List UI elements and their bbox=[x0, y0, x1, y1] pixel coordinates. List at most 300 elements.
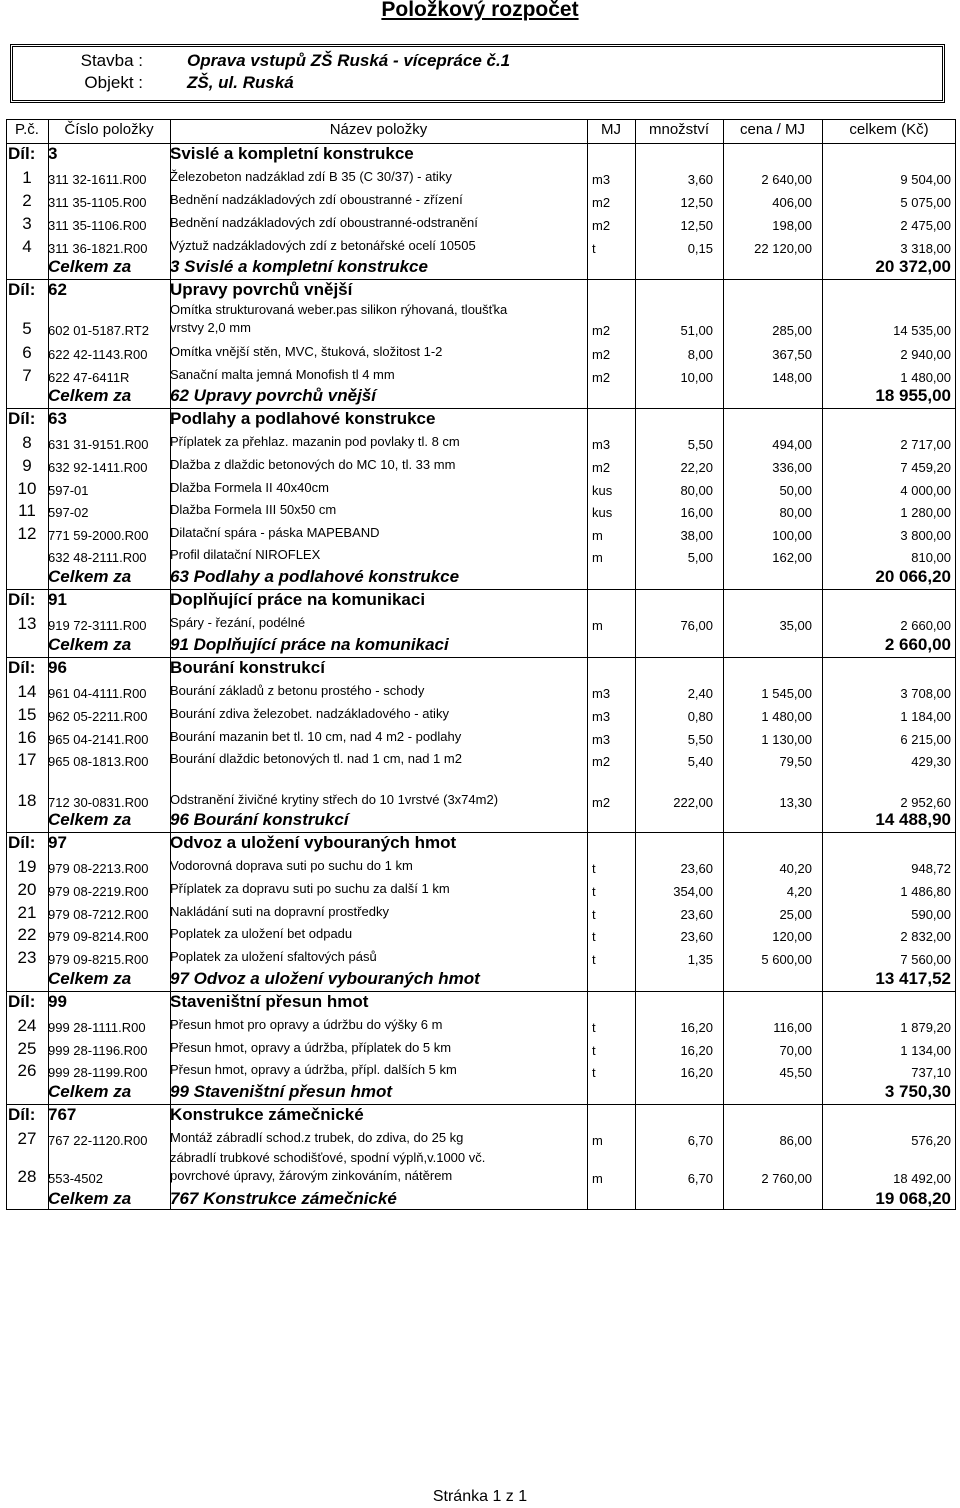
section-header-row bbox=[6, 280, 956, 302]
item-number: 15 bbox=[17, 705, 37, 724]
item-unit-price: 494,00 bbox=[772, 437, 812, 452]
item-unit-price: 70,00 bbox=[779, 1043, 812, 1058]
section-total-value: 20 372,00 bbox=[875, 257, 951, 276]
item-total: 3 708,00 bbox=[900, 686, 951, 701]
table-row bbox=[6, 523, 956, 545]
item-number: 9 bbox=[22, 456, 32, 475]
section-total-value: 18 955,00 bbox=[875, 386, 951, 405]
item-code: 632 92-1411.R00 bbox=[48, 460, 148, 475]
table-row bbox=[6, 302, 956, 338]
item-unit-price: 148,00 bbox=[772, 370, 812, 385]
item-name: Dilatační spára - páska MAPEBAND bbox=[170, 525, 380, 540]
section-total-name: 96 Bourání konstrukcí bbox=[170, 810, 349, 829]
item-quantity: 1,35 bbox=[687, 952, 713, 967]
item-quantity: 10,00 bbox=[680, 370, 713, 385]
item-unit-price: 406,00 bbox=[772, 195, 812, 210]
table-row bbox=[6, 790, 956, 812]
item-number: 10 bbox=[17, 479, 37, 498]
item-unit-price: 2 640,00 bbox=[761, 172, 812, 187]
item-quantity: 38,00 bbox=[680, 528, 713, 543]
item-unit-price: 4,20 bbox=[786, 884, 812, 899]
section-number: 767 bbox=[48, 1105, 77, 1124]
section-total-row bbox=[6, 1189, 956, 1211]
item-quantity: 23,60 bbox=[680, 861, 713, 876]
section-total-row bbox=[6, 257, 956, 279]
section-number: 62 bbox=[48, 280, 67, 299]
item-name: Příplatek za přehlaz. mazanin pod povlaky tl. 8 cm bbox=[170, 434, 460, 449]
item-unit-price: 116,00 bbox=[773, 1020, 812, 1035]
item-total: 18 492,00 bbox=[893, 1171, 951, 1186]
item-number: 14 bbox=[17, 682, 37, 701]
item-total: 2 660,00 bbox=[900, 618, 951, 633]
item-unit-price: 79,50 bbox=[779, 754, 812, 769]
item-unit-price: 198,00 bbox=[772, 218, 812, 233]
table-header-row bbox=[6, 121, 956, 143]
item-unit: t bbox=[592, 884, 596, 899]
section-total-label: Celkem za bbox=[48, 386, 132, 405]
item-code: 553-4502 bbox=[48, 1171, 103, 1186]
item-code: 979 08-7212.R00 bbox=[48, 907, 149, 922]
section-total-name: 3 Svislé a kompletní konstrukce bbox=[170, 257, 428, 276]
section-label: Díl: bbox=[8, 280, 36, 299]
item-quantity: 51,00 bbox=[680, 323, 713, 338]
item-unit-price: 80,00 bbox=[779, 505, 812, 520]
item-number: 28 bbox=[17, 1167, 37, 1186]
objekt-value: ZŠ, ul. Ruská bbox=[187, 73, 294, 92]
item-number: 19 bbox=[17, 857, 37, 876]
objekt-label: Objekt : bbox=[84, 73, 143, 92]
item-quantity: 76,00 bbox=[680, 618, 713, 633]
item-total: 1 134,00 bbox=[900, 1043, 951, 1058]
item-unit-price: 45,50 bbox=[779, 1065, 812, 1080]
item-quantity: 5,50 bbox=[687, 732, 713, 747]
item-quantity: 354,00 bbox=[673, 884, 713, 899]
section-name: Upravy povrchů vnější bbox=[170, 280, 353, 299]
item-number: 8 bbox=[22, 433, 32, 452]
item-name: Poplatek za uložení bet odpadu bbox=[170, 926, 353, 941]
section-name: Konstrukce zámečnické bbox=[170, 1105, 364, 1124]
section-label: Díl: bbox=[8, 992, 36, 1011]
item-total: 2 952,60 bbox=[900, 795, 951, 810]
item-name: Bourání mazanin bet tl. 10 cm, nad 4 m2 - podlahy bbox=[170, 729, 462, 744]
item-unit: m bbox=[592, 528, 603, 543]
item-total: 7 560,00 bbox=[900, 952, 951, 967]
item-number: 17 bbox=[17, 750, 37, 769]
item-code: 979 08-2219.R00 bbox=[48, 884, 149, 899]
item-code: 962 05-2211.R00 bbox=[48, 709, 148, 724]
item-name: Železobeton nadzáklad zdí B 35 (C 30/37) - atiky bbox=[170, 169, 452, 184]
stavba-value: Oprava vstupů ZŠ Ruská - vícepráce č.1 bbox=[187, 51, 511, 70]
item-code: 979 09-8214.R00 bbox=[48, 929, 149, 944]
item-name: Montáž zábradlí schod.z trubek, do zdiva, do 25 kg bbox=[170, 1130, 464, 1145]
section-total-label: Celkem za bbox=[48, 567, 132, 586]
item-unit-price: 40,20 bbox=[779, 861, 812, 876]
table-row bbox=[6, 902, 956, 924]
section-total-name: 99 Staveništní přesun hmot bbox=[170, 1082, 392, 1101]
item-number: 16 bbox=[17, 728, 37, 747]
item-total: 9 504,00 bbox=[900, 172, 951, 187]
item-total: 14 535,00 bbox=[893, 323, 951, 338]
item-unit-price: 1 480,00 bbox=[761, 709, 812, 724]
table-row bbox=[6, 1150, 956, 1186]
item-number: 25 bbox=[17, 1039, 37, 1058]
section-total-label: Celkem za bbox=[48, 1189, 132, 1208]
item-number: 20 bbox=[17, 880, 37, 899]
section-label: Díl: bbox=[8, 1105, 36, 1124]
item-name: Bourání dlaždic betonových tl. nad 1 cm, nad 1 m2 bbox=[170, 751, 462, 766]
table-row bbox=[6, 856, 956, 878]
item-total: 3 318,00 bbox=[900, 241, 951, 256]
item-code: 602 01-5187.RT2 bbox=[48, 323, 149, 338]
item-number: 24 bbox=[17, 1016, 37, 1035]
item-name: Nakládání suti na dopravní prostředky bbox=[170, 904, 389, 919]
section-total-name: 62 Upravy povrchů vnější bbox=[170, 386, 376, 405]
col-total: celkem (Kč) bbox=[849, 121, 929, 138]
item-code: 965 04-2141.R00 bbox=[48, 732, 149, 747]
item-total: 3 800,00 bbox=[900, 528, 951, 543]
item-name: Poplatek za uložení sfaltových pásů bbox=[170, 949, 377, 964]
item-number: 27 bbox=[17, 1129, 37, 1148]
item-name: Dlažba Formela II 40x40cm bbox=[170, 480, 329, 495]
section-label: Díl: bbox=[8, 409, 36, 428]
item-unit-price: 86,00 bbox=[779, 1133, 812, 1148]
section-number: 91 bbox=[48, 590, 67, 609]
item-unit: m3 bbox=[592, 437, 611, 452]
item-quantity: 16,20 bbox=[680, 1043, 713, 1058]
table-row bbox=[6, 613, 956, 635]
item-code: 311 35-1105.R00 bbox=[48, 195, 147, 210]
col-name: Název položky bbox=[329, 121, 428, 138]
col-qty: množství bbox=[648, 121, 709, 138]
item-name: Přesun hmot, opravy a údržba, přípl. dalších 5 km bbox=[170, 1062, 457, 1077]
col-price: cena / MJ bbox=[739, 121, 806, 138]
item-number: 23 bbox=[17, 948, 37, 967]
item-total: 1 480,00 bbox=[900, 370, 951, 385]
section-label: Díl: bbox=[8, 590, 36, 609]
item-unit-price: 285,00 bbox=[772, 323, 812, 338]
section-number: 99 bbox=[48, 992, 67, 1011]
section-header-row bbox=[6, 833, 956, 855]
item-unit-price: 25,00 bbox=[779, 907, 812, 922]
item-code: 919 72-3111.R00 bbox=[48, 618, 147, 633]
col-code: Číslo položky bbox=[64, 121, 154, 138]
item-quantity: 0,15 bbox=[687, 241, 713, 256]
item-unit: t bbox=[592, 952, 596, 967]
item-code: 979 09-8215.R00 bbox=[48, 952, 149, 967]
item-unit: m3 bbox=[592, 732, 611, 747]
section-name: Bourání konstrukcí bbox=[170, 658, 325, 677]
item-total: 948,72 bbox=[911, 861, 951, 876]
table-row bbox=[6, 478, 956, 500]
section-total-row bbox=[6, 1082, 956, 1104]
table-row bbox=[6, 879, 956, 901]
item-unit-price: 367,50 bbox=[772, 347, 812, 362]
item-code: 965 08-1813.R00 bbox=[48, 754, 149, 769]
section-label: Díl: bbox=[8, 658, 36, 677]
item-code: 999 28-1196.R00 bbox=[48, 1043, 148, 1058]
item-name: Příplatek za dopravu suti po suchu za další 1 km bbox=[170, 881, 450, 896]
item-unit: t bbox=[592, 861, 596, 876]
item-total: 5 075,00 bbox=[900, 195, 951, 210]
item-total: 2 475,00 bbox=[900, 218, 951, 233]
item-name: Vodorovná doprava suti po suchu do 1 km bbox=[170, 858, 413, 873]
item-unit-price: 1 130,00 bbox=[761, 732, 812, 747]
item-quantity: 12,50 bbox=[680, 218, 713, 233]
item-unit: m2 bbox=[592, 218, 611, 233]
section-header-row bbox=[6, 658, 956, 680]
item-number: 12 bbox=[17, 524, 37, 543]
item-quantity: 5,00 bbox=[687, 550, 713, 565]
item-number: 4 bbox=[22, 237, 32, 256]
table-row bbox=[6, 1038, 956, 1060]
item-total: 810,00 bbox=[911, 550, 951, 565]
section-total-value: 19 068,20 bbox=[875, 1189, 951, 1208]
table-row bbox=[6, 190, 956, 212]
item-unit: m3 bbox=[592, 686, 611, 701]
item-name: Odstranění živičné krytiny střech do 10 1vrstvé (3x74m2) bbox=[170, 792, 499, 807]
item-unit-price: 22 120,00 bbox=[754, 241, 812, 256]
item-name: Bourání zdiva železobet. nadzákladového - atiky bbox=[170, 706, 449, 721]
item-number: 26 bbox=[17, 1061, 37, 1080]
item-quantity: 5,50 bbox=[687, 437, 713, 452]
item-number: 7 bbox=[22, 366, 32, 385]
item-code: 311 36-1821.R00 bbox=[48, 241, 148, 256]
item-unit: t bbox=[592, 1043, 596, 1058]
item-number: 13 bbox=[17, 614, 37, 633]
item-unit: m2 bbox=[592, 323, 611, 338]
item-total: 576,20 bbox=[911, 1133, 951, 1148]
item-unit-price: 2 760,00 bbox=[761, 1171, 812, 1186]
item-quantity: 16,20 bbox=[680, 1065, 713, 1080]
item-name: Dlažba z dlaždic betonových do MC 10, tl. 33 mm bbox=[170, 457, 456, 472]
item-quantity: 6,70 bbox=[687, 1171, 713, 1186]
item-unit: m bbox=[592, 1133, 603, 1148]
item-unit: m2 bbox=[592, 795, 611, 810]
item-unit-price: 1 545,00 bbox=[761, 686, 812, 701]
item-code: 999 28-1111.R00 bbox=[48, 1020, 146, 1035]
item-name: Sanační malta jemná Monofish tl 4 mm bbox=[170, 367, 395, 382]
item-quantity: 23,60 bbox=[680, 929, 713, 944]
section-header-row bbox=[6, 590, 956, 612]
section-name: Doplňující práce na komunikaci bbox=[170, 590, 426, 609]
item-number: 1 bbox=[22, 168, 32, 187]
item-number: 18 bbox=[17, 791, 37, 810]
item-total: 1 486,80 bbox=[900, 884, 951, 899]
item-name: Omítka strukturovaná weber.pas silikon rýhovaná, tloušťka bbox=[170, 302, 508, 317]
section-header-row bbox=[6, 144, 956, 166]
item-name: Dlažba Formela III 50x50 cm bbox=[170, 502, 337, 517]
page-title bbox=[0, 0, 960, 22]
page-footer: Stránka 1 z 1 bbox=[432, 1488, 528, 1505]
item-total: 429,30 bbox=[911, 754, 951, 769]
item-unit-price: 100,00 bbox=[772, 528, 812, 543]
item-code: 597-01 bbox=[48, 483, 89, 498]
item-name: Bednění nadzákladových zdí oboustranné-odstranění bbox=[170, 215, 478, 230]
item-number: 22 bbox=[17, 925, 37, 944]
item-code: 622 42-1143.R00 bbox=[48, 347, 148, 362]
item-code: 979 08-2213.R00 bbox=[48, 861, 149, 876]
table-row bbox=[6, 727, 956, 749]
table-row bbox=[6, 749, 956, 771]
table-row bbox=[6, 1128, 956, 1150]
item-quantity: 12,50 bbox=[680, 195, 713, 210]
item-unit-price: 336,00 bbox=[772, 460, 812, 475]
section-total-name: 91 Doplňující práce na komunikaci bbox=[170, 635, 449, 654]
item-name: zábradlí trubkové schodišťové, spodní výplň,v.1000 vč. bbox=[170, 1150, 486, 1165]
item-unit: m bbox=[592, 1171, 603, 1186]
item-name-line2: vrstvy 2,0 mm bbox=[170, 320, 251, 335]
table-row bbox=[6, 500, 956, 522]
item-quantity: 8,00 bbox=[687, 347, 713, 362]
section-number: 63 bbox=[48, 409, 67, 428]
item-quantity: 2,40 bbox=[687, 686, 713, 701]
item-unit: m2 bbox=[592, 347, 611, 362]
item-unit: t bbox=[592, 929, 596, 944]
table-row bbox=[6, 1015, 956, 1037]
section-total-row bbox=[6, 810, 956, 832]
table-row bbox=[6, 924, 956, 946]
item-code: 311 35-1106.R00 bbox=[48, 218, 147, 233]
item-code: 767 22-1120.R00 bbox=[48, 1133, 148, 1148]
item-total: 1 280,00 bbox=[900, 505, 951, 520]
stavba-label: Stavba : bbox=[80, 51, 143, 70]
section-total-label: Celkem za bbox=[48, 810, 132, 829]
section-header-row bbox=[6, 992, 956, 1014]
section-total-name: 63 Podlahy a podlahové konstrukce bbox=[170, 567, 460, 586]
item-name: Výztuž nadzákladových zdí z betonářské ocelí 10505 bbox=[170, 238, 476, 253]
item-quantity: 16,20 bbox=[680, 1020, 713, 1035]
item-total: 2 832,00 bbox=[900, 929, 951, 944]
item-unit: t bbox=[592, 241, 596, 256]
section-total-label: Celkem za bbox=[48, 257, 132, 276]
item-name: Bourání základů z betonu prostého - schody bbox=[170, 683, 425, 698]
section-header-row bbox=[6, 1105, 956, 1127]
item-unit: m3 bbox=[592, 709, 611, 724]
item-quantity: 3,60 bbox=[687, 172, 713, 187]
section-number: 3 bbox=[48, 144, 58, 163]
item-unit: m2 bbox=[592, 370, 611, 385]
item-unit-price: 13,30 bbox=[779, 795, 812, 810]
item-quantity: 16,00 bbox=[680, 505, 713, 520]
section-total-name: 767 Konstrukce zámečnické bbox=[170, 1189, 397, 1208]
table-row bbox=[6, 236, 956, 258]
table-row bbox=[6, 545, 956, 567]
item-quantity: 22,20 bbox=[680, 460, 713, 475]
item-unit-price: 162,00 bbox=[772, 550, 812, 565]
item-name: Přesun hmot pro opravy a údržbu do výšky 6 m bbox=[170, 1017, 443, 1032]
item-name: Omítka vnější stěn, MVC, štuková, složitost 1-2 bbox=[170, 344, 443, 359]
item-quantity: 80,00 bbox=[680, 483, 713, 498]
item-unit: kus bbox=[592, 505, 613, 520]
section-total-row bbox=[6, 635, 956, 657]
item-unit: m bbox=[592, 618, 603, 633]
table-row bbox=[6, 213, 956, 235]
item-quantity: 5,40 bbox=[687, 754, 713, 769]
item-code: 622 47-6411R bbox=[48, 370, 130, 385]
item-code: 771 59-2000.R00 bbox=[48, 528, 149, 543]
item-unit-price: 120,00 bbox=[772, 929, 812, 944]
section-total-label: Celkem za bbox=[48, 969, 132, 988]
section-total-value: 13 417,52 bbox=[875, 969, 951, 988]
item-number: 21 bbox=[17, 903, 37, 922]
item-name: Spáry - řezání, podélné bbox=[170, 615, 306, 630]
section-total-label: Celkem za bbox=[48, 635, 132, 654]
item-unit-price: 50,00 bbox=[779, 483, 812, 498]
col-mj: MJ bbox=[601, 121, 621, 138]
item-code: 631 31-9151.R00 bbox=[48, 437, 149, 452]
table-row bbox=[6, 947, 956, 969]
table-row bbox=[6, 704, 956, 726]
item-total: 4 000,00 bbox=[900, 483, 951, 498]
item-code: 311 32-1611.R00 bbox=[48, 172, 147, 187]
table-row bbox=[6, 681, 956, 703]
section-total-row bbox=[6, 386, 956, 408]
item-unit: m bbox=[592, 550, 603, 565]
item-unit-price: 35,00 bbox=[779, 618, 812, 633]
item-unit: m2 bbox=[592, 460, 611, 475]
item-total: 1 879,20 bbox=[900, 1020, 951, 1035]
section-number: 97 bbox=[48, 833, 67, 852]
item-unit-price: 5 600,00 bbox=[761, 952, 812, 967]
item-unit: m3 bbox=[592, 172, 611, 187]
item-name: Profil dilatační NIROFLEX bbox=[170, 547, 321, 562]
item-unit: t bbox=[592, 1065, 596, 1080]
item-code: 597-02 bbox=[48, 505, 89, 520]
item-number: 3 bbox=[22, 214, 32, 233]
section-header-row bbox=[6, 409, 956, 431]
section-label: Díl: bbox=[8, 144, 36, 163]
table-row bbox=[6, 455, 956, 477]
item-unit: m2 bbox=[592, 754, 611, 769]
item-number: 6 bbox=[22, 343, 32, 362]
section-total-value: 20 066,20 bbox=[875, 567, 951, 586]
item-quantity: 6,70 bbox=[687, 1133, 713, 1148]
section-total-row bbox=[6, 969, 956, 991]
item-quantity: 222,00 bbox=[673, 795, 713, 810]
section-total-value: 3 750,30 bbox=[884, 1082, 951, 1101]
section-name: Odvoz a uložení vybouraných hmot bbox=[170, 833, 457, 852]
item-unit: t bbox=[592, 1020, 596, 1035]
item-code: 961 04-4111.R00 bbox=[48, 686, 147, 701]
item-total: 2 940,00 bbox=[900, 347, 951, 362]
item-number: 5 bbox=[22, 319, 32, 338]
table-row bbox=[6, 342, 956, 364]
item-quantity: 0,80 bbox=[687, 709, 713, 724]
item-quantity: 23,60 bbox=[680, 907, 713, 922]
col-pc: P.č. bbox=[15, 121, 39, 138]
project-header bbox=[10, 44, 945, 103]
title-text: Položkový rozpočet bbox=[381, 0, 579, 21]
section-total-value: 2 660,00 bbox=[884, 635, 951, 654]
item-total: 1 184,00 bbox=[900, 709, 951, 724]
section-total-row bbox=[6, 567, 956, 589]
item-code: 632 48-2111.R00 bbox=[48, 550, 147, 565]
item-name-line2: povrchové úpravy, žárovým zinkováním, nátěrem bbox=[170, 1168, 453, 1183]
table-row bbox=[6, 1060, 956, 1082]
item-unit: kus bbox=[592, 483, 613, 498]
section-name: Podlahy a podlahové konstrukce bbox=[170, 409, 436, 428]
item-unit: m2 bbox=[592, 195, 611, 210]
item-total: 7 459,20 bbox=[900, 460, 951, 475]
section-number: 96 bbox=[48, 658, 67, 677]
table-row bbox=[6, 365, 956, 387]
section-total-value: 14 488,90 bbox=[875, 810, 951, 829]
item-name: Přesun hmot, opravy a údržba, příplatek do 5 km bbox=[170, 1040, 452, 1055]
item-number: 11 bbox=[18, 501, 36, 520]
item-code: 712 30-0831.R00 bbox=[48, 795, 149, 810]
table-row bbox=[6, 167, 956, 189]
item-code: 999 28-1199.R00 bbox=[48, 1065, 148, 1080]
